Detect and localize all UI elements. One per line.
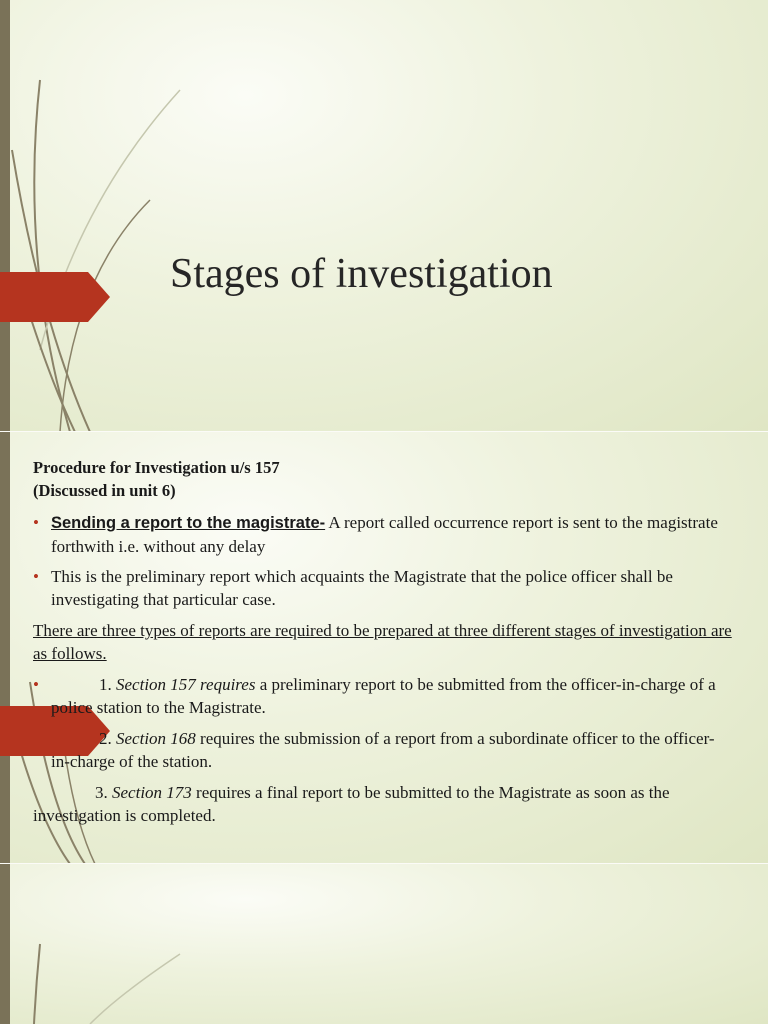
bullet-item	[33, 565, 733, 611]
slide-body	[33, 456, 733, 827]
content-slide	[0, 432, 768, 864]
item-italic: Section 168	[116, 729, 196, 748]
grass-decoration	[0, 0, 200, 432]
item-text: a preliminary report to be submitted from the officer-in-charge of a police station to the Magistrate.	[51, 675, 716, 717]
bullet-icon: •	[33, 675, 39, 694]
item-text: requires the submission of a report from a subordinate officer to the officer-in-charge of the station.	[51, 729, 715, 771]
item-italic: Section 173	[112, 783, 192, 802]
item-number: 3.	[95, 783, 108, 802]
heading-line: (Discussed in unit 6)	[33, 481, 176, 500]
item-number: 2.	[99, 729, 112, 748]
section-heading	[33, 456, 733, 502]
bullet-text: A report called occurrence report is sent to the magistrate forthwith i.e. without any delay	[51, 513, 718, 556]
numbered-item	[33, 781, 733, 827]
item-italic: Section 157 requires	[116, 675, 256, 694]
grass-decoration	[0, 864, 200, 1024]
slide-title: Stages of investigation	[170, 251, 553, 297]
bullet-bold-text: Sending a report to the magistrate-	[51, 514, 326, 532]
title-slide	[0, 0, 768, 432]
item-text: requires a final report to be submitted to the Magistrate as soon as the investigation is completed.	[33, 783, 670, 825]
numbered-item	[33, 727, 733, 773]
bullet-icon: •	[33, 567, 39, 586]
heading-line: Procedure for Investigation u/s 157	[33, 458, 280, 477]
bullet-icon: •	[33, 513, 39, 532]
bullet-item	[33, 511, 733, 558]
next-slide-partial	[0, 864, 768, 1024]
item-number: 1.	[99, 675, 112, 694]
numbered-item	[33, 673, 733, 719]
bullet-text: This is the preliminary report which acquaints the Magistrate that the police officer shall be investigating that particular case.	[51, 567, 673, 609]
underlined-intro: There are three types of reports are required to be prepared at three different stages of investigation are as follows.	[33, 621, 732, 663]
accent-arrow	[0, 272, 110, 322]
